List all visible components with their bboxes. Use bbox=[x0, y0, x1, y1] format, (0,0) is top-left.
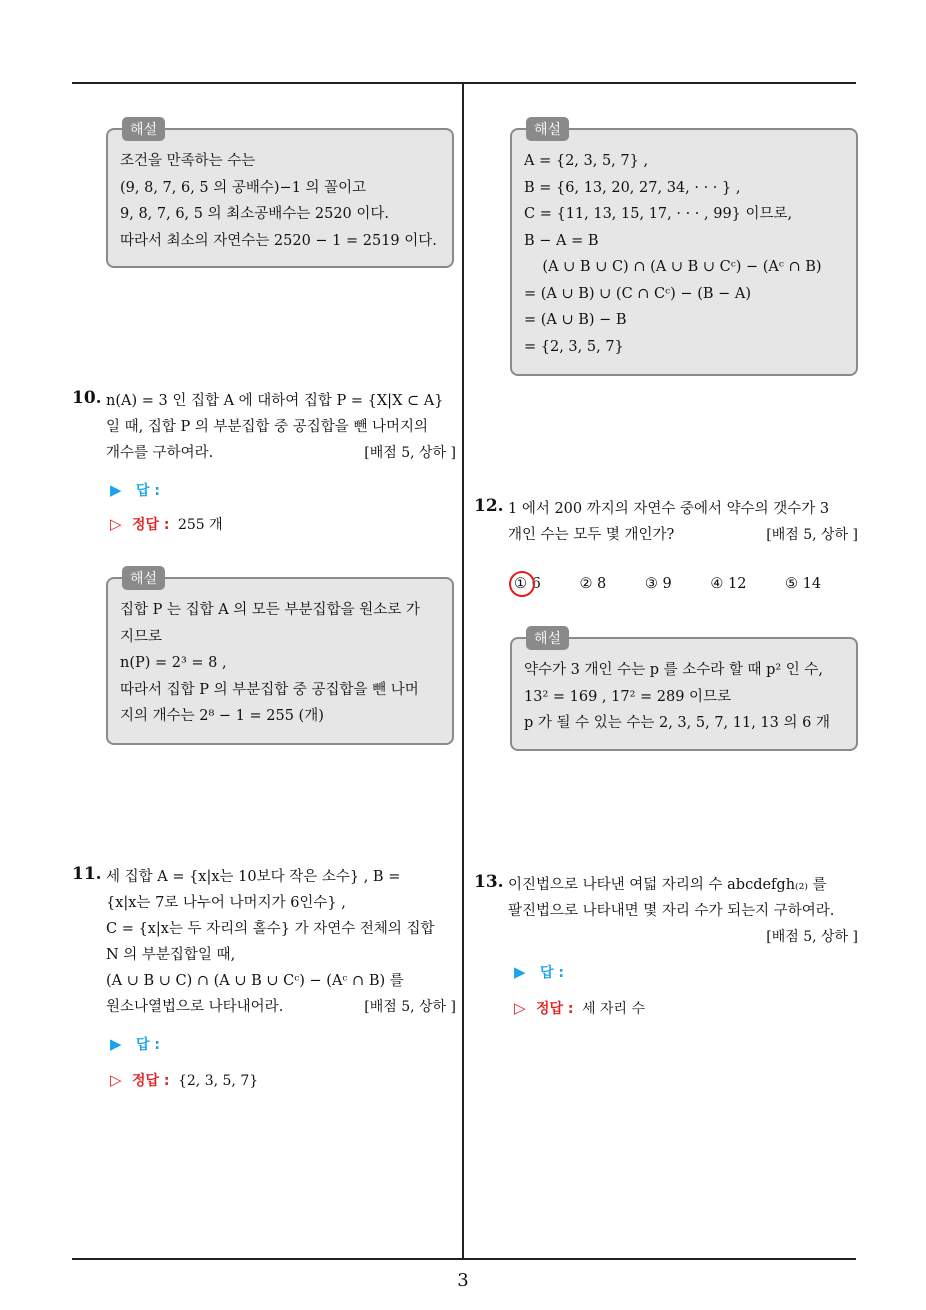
explanation-line: 9, 8, 7, 6, 5 의 최소공배수는 2520 이다. bbox=[120, 206, 390, 222]
explanation-tag: 해설 bbox=[122, 117, 165, 141]
question-11 bbox=[72, 864, 456, 1020]
bottom-rule bbox=[72, 1258, 856, 1260]
explanation-line: B = {6, 13, 20, 27, 34, · · · } , bbox=[524, 179, 741, 196]
explanation-box-9 bbox=[106, 122, 454, 268]
answer-label: 답 : bbox=[136, 1037, 160, 1053]
question-line bbox=[508, 522, 858, 548]
correct-value: 세 자리 수 bbox=[581, 1001, 645, 1017]
question-line: 일 때, 집합 P 의 부분집합 중 공집합을 뺀 나머지의 bbox=[106, 419, 428, 435]
question-line: 팔진법으로 나타내면 몇 자리 수가 되는지 구하여라. bbox=[508, 903, 835, 919]
explanation-line: 따라서 최소의 자연수는 2520 − 1 = 2519 이다. bbox=[120, 232, 437, 249]
question-13 bbox=[474, 872, 858, 950]
explanation-line: = (A ∪ B) − B bbox=[524, 312, 627, 328]
answer-label: 답 : bbox=[136, 483, 160, 499]
correct-label: 정답 : bbox=[132, 517, 170, 533]
answer-row-13 bbox=[514, 962, 564, 982]
correct-row-11 bbox=[110, 1070, 258, 1090]
play-triangle-icon: ▶ bbox=[110, 1035, 122, 1053]
correct-row-10 bbox=[110, 514, 223, 534]
question-number: 12. bbox=[474, 496, 504, 516]
question-line: {x|x는 7로 나누어 나머지가 6인수} , bbox=[106, 895, 346, 911]
explanation-line: = {2, 3, 5, 7} bbox=[524, 338, 624, 355]
question-line: 이진법으로 나타낸 여덟 자리의 수 abcdefgh₍₂₎ 를 bbox=[508, 877, 827, 893]
explanation-tag: 해설 bbox=[122, 566, 165, 590]
selected-circle-icon bbox=[509, 571, 535, 597]
play-triangle-icon: ▶ bbox=[514, 963, 526, 981]
outline-triangle-icon: ▷ bbox=[110, 1071, 122, 1089]
question-number: 10. bbox=[72, 388, 102, 408]
question-number: 13. bbox=[474, 872, 504, 892]
explanation-line: (9, 8, 7, 6, 5 의 공배수)−1 의 꼴이고 bbox=[120, 179, 367, 196]
play-triangle-icon: ▶ bbox=[110, 481, 122, 499]
question-12 bbox=[474, 496, 858, 548]
choice-5[interactable]: ⑤ 14 bbox=[785, 576, 822, 592]
column-divider bbox=[462, 83, 464, 1258]
page-number: 3 bbox=[457, 1270, 469, 1291]
explanation-line: 따라서 집합 P 의 부분집합 중 공집합을 뺀 나머 bbox=[120, 681, 419, 698]
explanation-line: 약수가 3 개인 수는 p 를 소수라 할 때 p² 인 수, bbox=[524, 662, 824, 678]
explanation-tag: 해설 bbox=[526, 626, 569, 650]
question-number: 11. bbox=[72, 864, 102, 884]
choice-list-12 bbox=[514, 576, 855, 592]
explanation-line: (A ∪ B ∪ C) ∩ (A ∪ B ∪ Cᶜ) − (Aᶜ ∩ B) bbox=[524, 259, 822, 275]
explanation-line: n(P) = 2³ = 8 , bbox=[120, 655, 227, 671]
explanation-line: p 가 될 수 있는 수는 2, 3, 5, 7, 11, 13 의 6 개 bbox=[524, 715, 830, 731]
outline-triangle-icon: ▷ bbox=[110, 515, 122, 533]
explanation-box-12 bbox=[510, 631, 858, 751]
question-line: N 의 부분집합일 때, bbox=[106, 947, 236, 963]
score-meta: [배점 5, 상하 ] bbox=[766, 527, 858, 543]
question-line-text: 개수를 구하여라. bbox=[106, 445, 214, 461]
explanation-line: A = {2, 3, 5, 7} , bbox=[524, 153, 649, 169]
question-line: n(A) = 3 인 집합 A 에 대하여 집합 P = {X|X ⊂ A} bbox=[106, 393, 444, 409]
explanation-line: 집합 P 는 집합 A 의 모든 부분집합을 원소로 가 bbox=[120, 602, 420, 618]
explanation-box-10 bbox=[106, 571, 454, 745]
question-line: 1 에서 200 까지의 자연수 중에서 약수의 갯수가 3 bbox=[508, 501, 830, 517]
explanation-tag: 해설 bbox=[526, 117, 569, 141]
explanation-line: 조건을 만족하는 수는 bbox=[120, 153, 256, 169]
question-10 bbox=[72, 388, 456, 466]
top-rule bbox=[72, 82, 856, 84]
question-line-text: 원소나열법으로 나타내어라. bbox=[106, 999, 284, 1015]
correct-label: 정답 : bbox=[132, 1073, 170, 1089]
score-meta: [배점 5, 상하 ] bbox=[766, 929, 858, 945]
correct-row-13 bbox=[514, 998, 645, 1018]
answer-row-10 bbox=[110, 480, 160, 500]
answer-label: 답 : bbox=[540, 965, 564, 981]
choice-1[interactable]: ① 6 bbox=[514, 576, 541, 592]
choice-2[interactable]: ② 8 bbox=[579, 576, 607, 592]
correct-value: 255 개 bbox=[177, 517, 223, 533]
explanation-line: B − A = B bbox=[524, 232, 599, 249]
question-line: C = {x|x는 두 자리의 홀수} 가 자연수 전체의 집합 bbox=[106, 921, 435, 937]
question-line-text: 개인 수는 모두 몇 개인가? bbox=[508, 527, 675, 543]
choice-4[interactable]: ④ 12 bbox=[710, 576, 747, 592]
explanation-line: 13² = 169 , 17² = 289 이므로 bbox=[524, 688, 732, 705]
score-meta: [배점 5, 상하 ] bbox=[364, 445, 456, 461]
question-line bbox=[106, 440, 456, 466]
outline-triangle-icon: ▷ bbox=[514, 999, 526, 1017]
correct-label: 정답 : bbox=[536, 1001, 574, 1017]
explanation-line: C = {11, 13, 15, 17, · · · , 99} 이므로, bbox=[524, 206, 793, 222]
question-line: (A ∪ B ∪ C) ∩ (A ∪ B ∪ Cᶜ) − (Aᶜ ∩ B) 를 bbox=[106, 973, 404, 989]
explanation-line: 지므로 bbox=[120, 628, 163, 645]
question-line: 세 집합 A = {x|x는 10보다 작은 소수} , B = bbox=[106, 869, 401, 885]
explanation-line: 지의 개수는 2⁸ − 1 = 255 (개) bbox=[120, 708, 324, 724]
question-line bbox=[508, 924, 858, 950]
correct-value: {2, 3, 5, 7} bbox=[177, 1073, 259, 1089]
choice-3[interactable]: ③ 9 bbox=[644, 576, 672, 592]
explanation-box-8 bbox=[510, 122, 858, 376]
score-meta: [배점 5, 상하 ] bbox=[364, 999, 456, 1015]
explanation-line: = (A ∪ B) ∪ (C ∩ Cᶜ) − (B − A) bbox=[524, 285, 752, 302]
question-line bbox=[106, 994, 456, 1020]
answer-row-11 bbox=[110, 1034, 160, 1054]
